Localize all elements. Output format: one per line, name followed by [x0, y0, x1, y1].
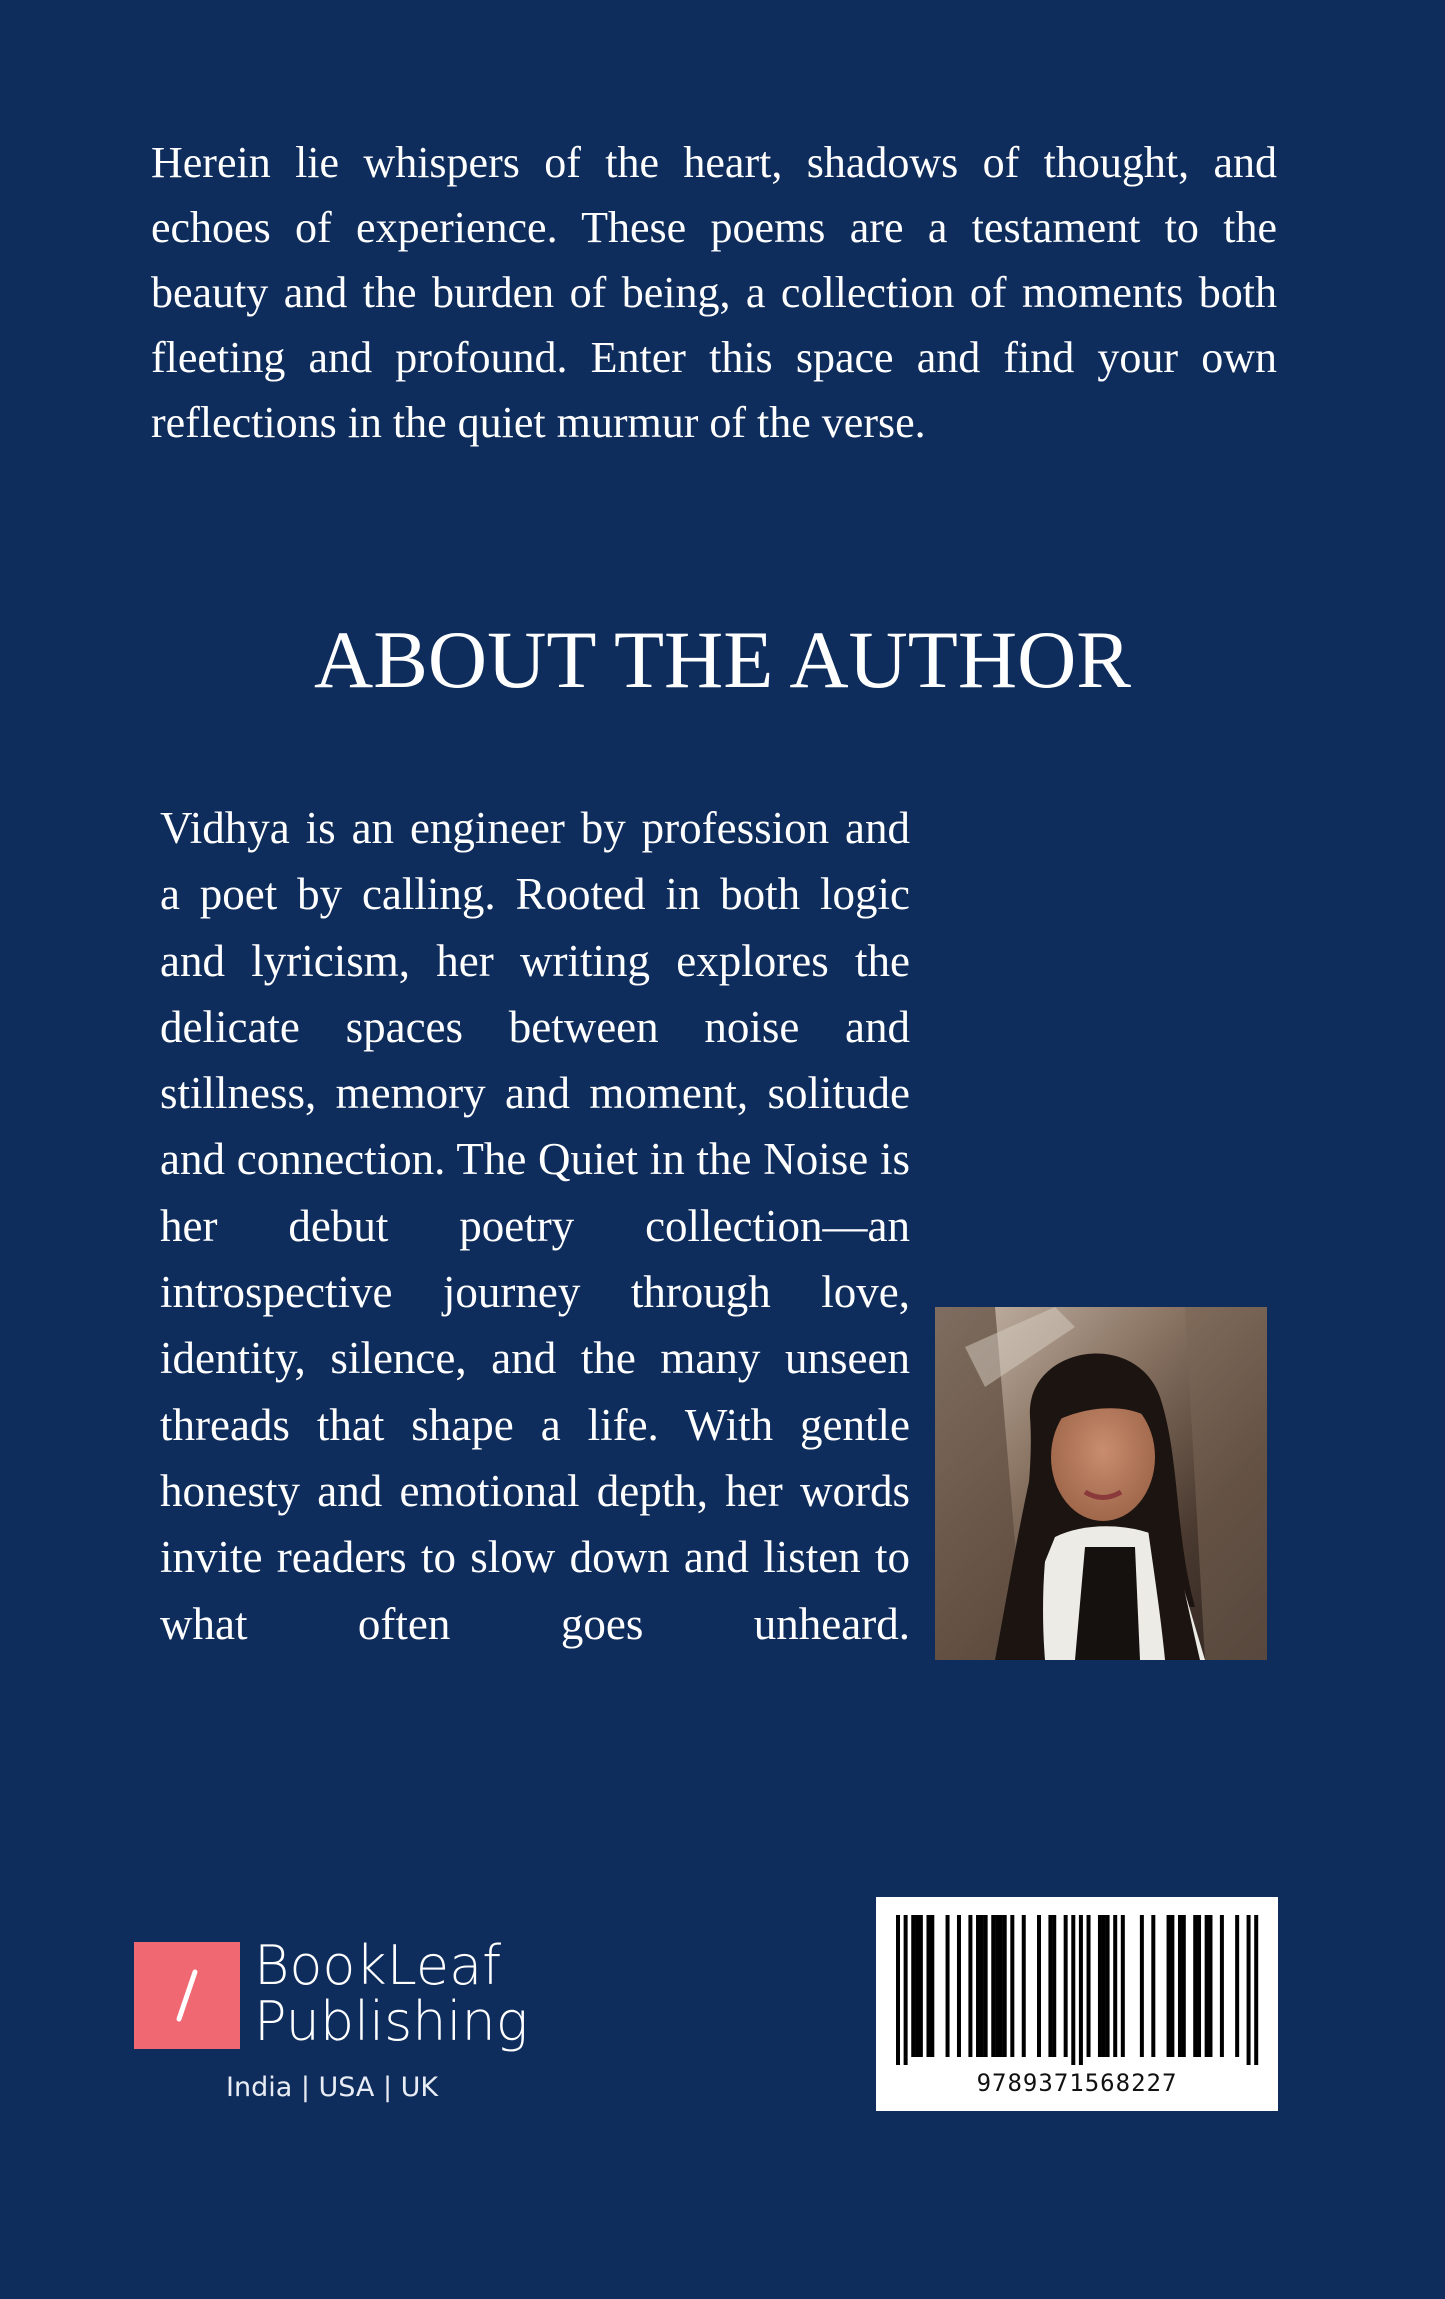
slash-icon — [134, 1942, 240, 2049]
barcode-bar — [919, 1915, 923, 2057]
barcode-bar — [1003, 1915, 1007, 2057]
barcode-bar — [1121, 1915, 1125, 2057]
barcode-bar — [1079, 1915, 1083, 2065]
barcode-bar — [1178, 1915, 1182, 2057]
publisher-mark — [134, 1942, 240, 2049]
barcode-bar — [980, 1915, 984, 2057]
barcode-bar — [1220, 1915, 1224, 2057]
barcode-bar — [1102, 1915, 1106, 2057]
isbn-barcode — [876, 1897, 1278, 2111]
barcode-bar — [1151, 1915, 1155, 2057]
barcode-bar — [1022, 1915, 1026, 2057]
barcode-bar — [999, 1915, 1003, 2057]
barcode-bar — [911, 1915, 915, 2057]
book-blurb: Herein lie whispers of the heart, shadows of thought, and echoes of experience. These poems are a testament to the beauty and the burden of being, a collection of moments both fleeting and profound. Enter this space and find your own reflections in the quiet murmur of the verse. — [151, 138, 1277, 447]
barcode-bar — [984, 1915, 988, 2057]
barcode-bar — [1052, 1915, 1056, 2057]
barcode-bar — [991, 1915, 995, 2057]
barcode-bar — [1167, 1915, 1171, 2057]
barcode-bar — [1205, 1915, 1209, 2057]
barcode-bar — [976, 1915, 980, 2057]
publisher-name-line2: Publishing — [254, 1990, 529, 2053]
barcode-bar — [1010, 1915, 1014, 2057]
barcode-bar — [1048, 1915, 1052, 2057]
barcode-bar — [1106, 1915, 1110, 2057]
barcode-bar — [1247, 1915, 1251, 2065]
barcode-bar — [946, 1915, 950, 2057]
barcode-bar — [896, 1915, 900, 2065]
barcode-bar — [968, 1915, 972, 2057]
author-portrait-image — [935, 1307, 1267, 1660]
barcode-bar — [1197, 1915, 1201, 2057]
barcode-bar — [957, 1915, 961, 2057]
barcode-bar — [1098, 1915, 1102, 2057]
barcode-bar — [904, 1915, 908, 2065]
publisher-logo — [134, 1934, 534, 2112]
barcode-bar — [1208, 1915, 1212, 2057]
barcode-bar — [1113, 1915, 1117, 2057]
barcode-bar — [995, 1915, 999, 2057]
isbn-number: 9789371568227 — [976, 2069, 1178, 2097]
barcode-bar — [1037, 1915, 1041, 2057]
barcode-bar — [1087, 1915, 1091, 2057]
publisher-name-line1: BookLeaf — [254, 1934, 502, 1997]
barcode-bar — [1182, 1915, 1186, 2057]
barcode-bar — [1064, 1915, 1068, 2057]
barcode-bar — [926, 1915, 930, 2057]
barcode-bar — [1071, 1915, 1075, 2065]
barcode-bar — [1170, 1915, 1174, 2057]
publisher-regions: India | USA | UK — [226, 2072, 439, 2103]
author-photo — [935, 1307, 1267, 1660]
barcode-bar — [1193, 1915, 1197, 2057]
barcode-bar — [1235, 1915, 1239, 2057]
barcode-bar — [1140, 1915, 1144, 2057]
barcode-bar — [1254, 1915, 1258, 2065]
author-bio: Vidhya is an engineer by profession and a poet by calling. Rooted in both logic and lyricism, her writing explores the delicate spaces between noise and stillness, memory and moment, solitude and connection. The Quiet in the Noise is her debut poetry collection—an introspective journey through love, identity, silence, and the many unseen threads that shape a life. With gentle honesty and emotional depth, her words invite readers to slow down and listen to what often goes unheard. — [160, 803, 910, 1649]
barcode-bar — [930, 1915, 934, 2057]
about-author-heading: ABOUT THE AUTHOR — [314, 614, 1131, 705]
barcode-bar — [915, 1915, 919, 2057]
